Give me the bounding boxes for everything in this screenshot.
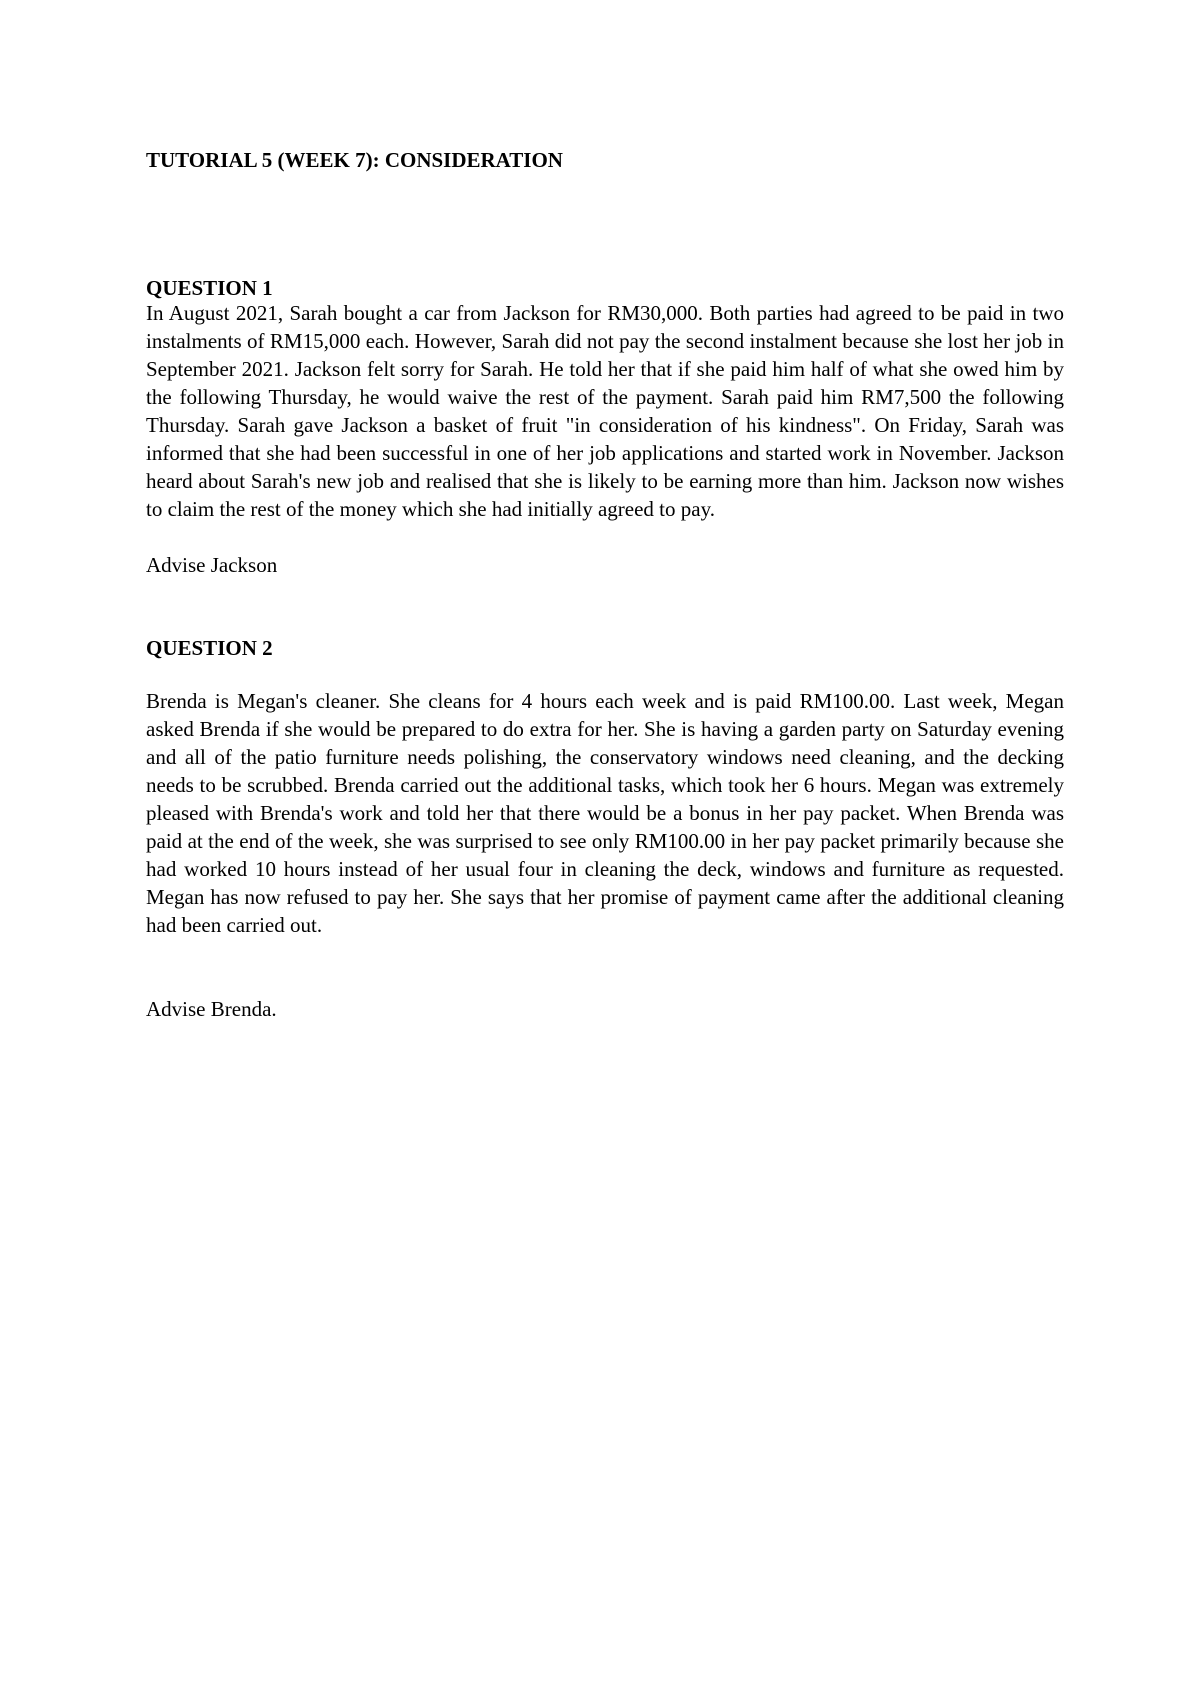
question-1-advise: Advise Jackson (146, 553, 278, 577)
question-1-body: In August 2021, Sarah bought a car from Jackson for RM30,000. Both parties had agreed to be paid in two instalments of RM15,000 each. However, Sarah did not pay the second instalment because she lost her job in September 2021. Jackson felt sorry for Sarah. He told her that if she paid him half of what she owed him by the following Thursday, he would waive the rest of the payment. Sarah paid him RM7,500 the following Thursday. Sarah gave Jackson a basket of fruit "in consideration of his kindness". On Friday, Sarah was informed that she had been successful in one of her job applications and started work in November. Jackson heard about Sarah's new job and realised that she is likely to be earning more than him. Jackson now wishes to claim the rest of the money which she had initially agreed to pay. (146, 301, 1064, 521)
question-1-heading: QUESTION 1 (146, 276, 273, 300)
question-2-body: Brenda is Megan's cleaner. She cleans for 4 hours each week and is paid RM100.00. Last week, Megan asked Brenda if she would be prepared to do extra for her. She is having a garden party on Saturday evening and all of the patio furniture needs polishing, the conservatory windows need cleaning, and the decking needs to be scrubbed. Brenda carried out the additional tasks, which took her 6 hours. Megan was extremely pleased with Brenda's work and told her that there would be a bonus in her pay packet. When Brenda was paid at the end of the week, she was surprised to see only RM100.00 in her pay packet primarily because she had worked 10 hours instead of her usual four in cleaning the deck, windows and furniture as requested. Megan has now refused to pay her. She says that her promise of payment came after the additional cleaning had been carried out. (146, 689, 1064, 937)
question-2-advise: Advise Brenda. (146, 997, 277, 1021)
question-2-heading: QUESTION 2 (146, 636, 273, 660)
document-page (146, 146, 1064, 1021)
document-title: TUTORIAL 5 (WEEK 7): CONSIDERATION (146, 148, 563, 172)
